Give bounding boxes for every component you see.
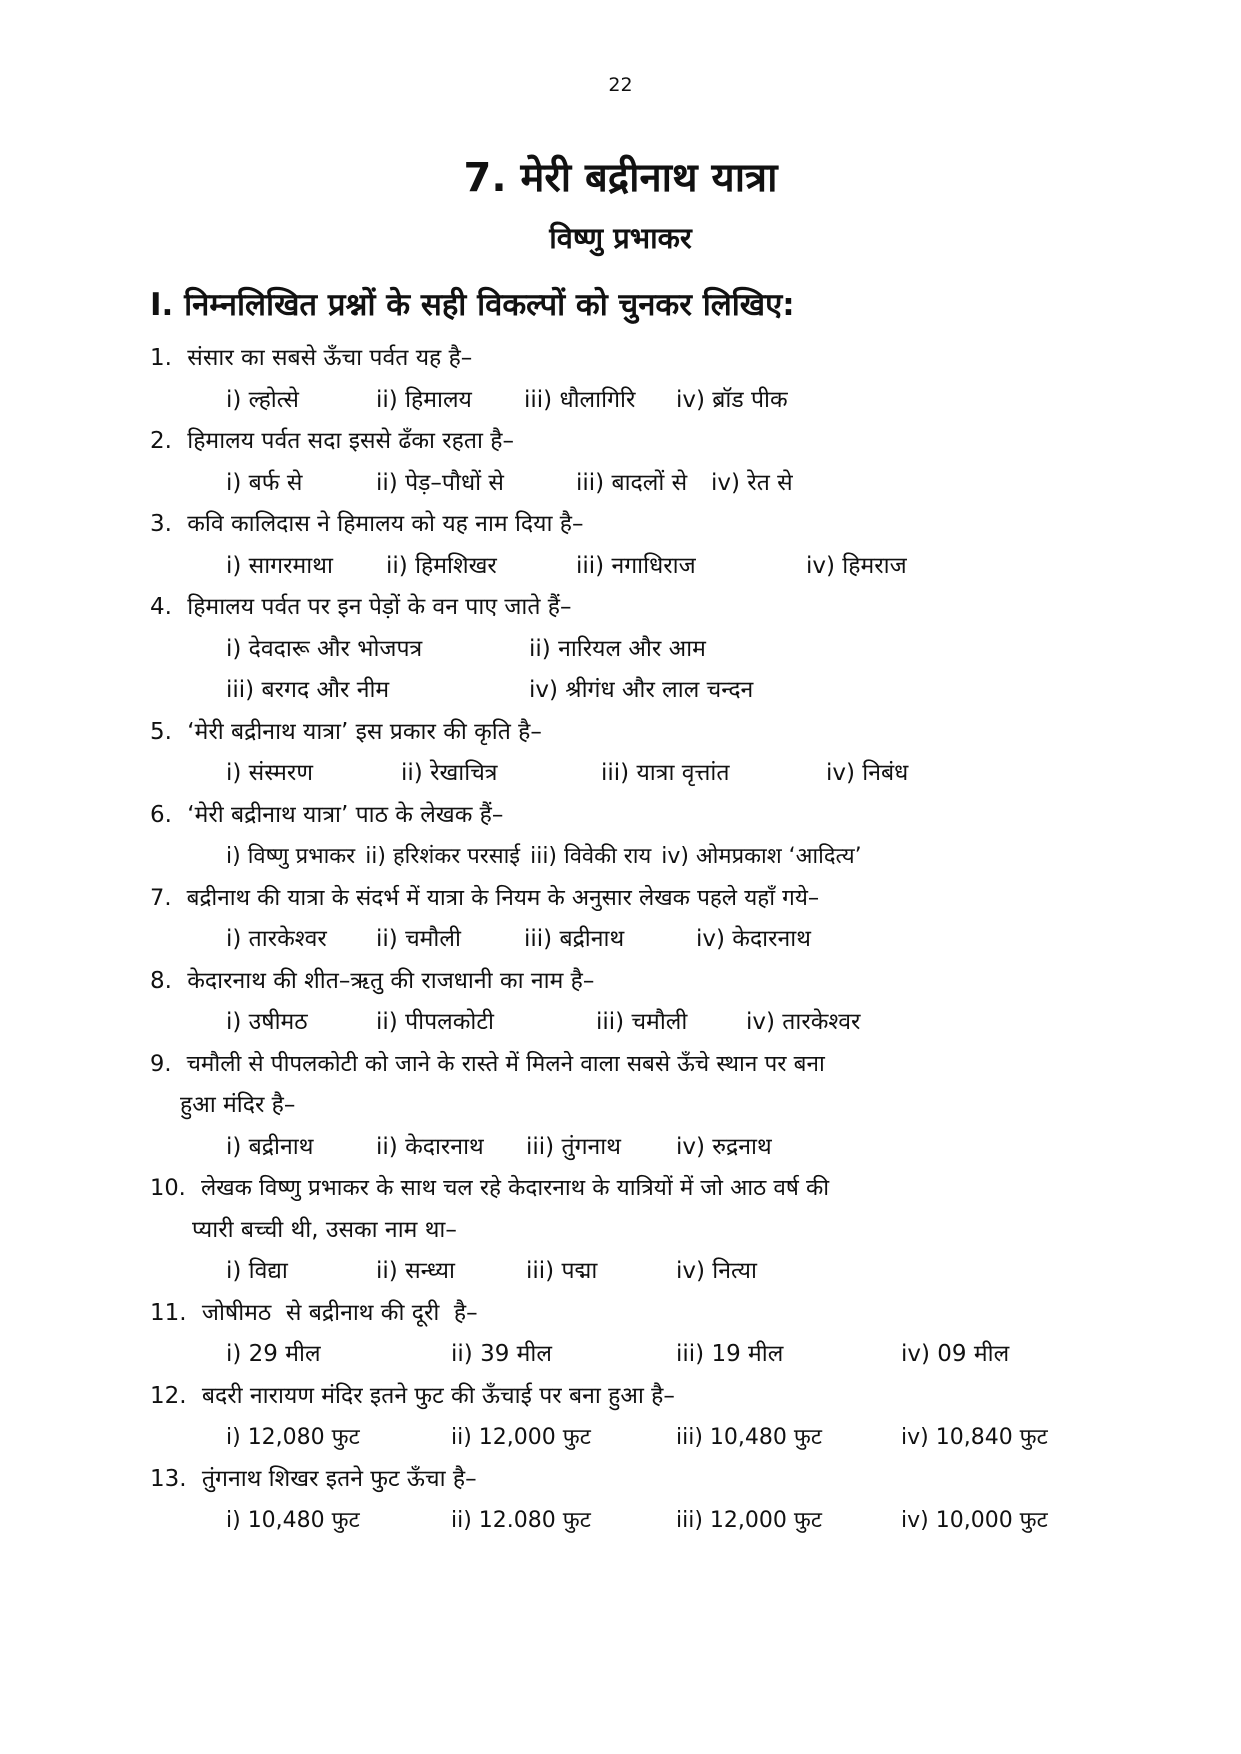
option-ii: ii) चमौली xyxy=(376,926,461,952)
option-row xyxy=(150,919,1090,961)
option-i: i) 12,080 फुट xyxy=(226,1425,360,1450)
question-stem: ‘मेरी बद्रीनाथ यात्रा’ पाठ के लेखक हैं– xyxy=(187,801,504,828)
option-ii: ii) रेखाचित्र xyxy=(401,760,498,786)
question-text xyxy=(150,795,1090,837)
author-name: विष्णु प्रभाकर xyxy=(549,221,692,255)
section-heading: I. निम्नलिखित प्रश्नों के सही विकल्पों को चुनकर लिखिए: xyxy=(150,287,795,323)
question-number: 11. xyxy=(150,1299,187,1326)
option-i: i) देवदारू और भोजपत्र xyxy=(226,635,423,662)
question-text xyxy=(150,1459,1090,1501)
option-iv: iv) 10,840 फुट xyxy=(901,1425,1048,1450)
option-iv: iv) रेत से xyxy=(711,469,793,496)
question-text xyxy=(150,338,1090,380)
option-row xyxy=(150,1127,1090,1169)
option-row xyxy=(150,1251,1090,1293)
question-number: 8. xyxy=(150,967,172,994)
question-stem: तुंगनाथ शिखर इतने फुट ऊँचा है– xyxy=(201,1465,477,1492)
option-iv: iv) निबंध xyxy=(826,760,909,786)
option-iii: iii) चमौली xyxy=(596,1009,688,1035)
question-continuation: प्यारी बच्ची थी, उसका नाम था– xyxy=(192,1216,457,1243)
question-stem: लेखक विष्णु प्रभाकर के साथ चल रहे केदारनाथ के यात्रियों में जो आठ वर्ष की xyxy=(200,1175,830,1201)
option-i: i) विष्णु प्रभाकर xyxy=(226,844,356,869)
option-ii: ii) हिमशिखर xyxy=(386,552,497,579)
option-row xyxy=(150,836,1090,878)
question-continuation: हुआ मंदिर है– xyxy=(180,1092,296,1118)
question-7 xyxy=(150,878,1090,961)
question-9 xyxy=(150,1044,1090,1169)
question-text xyxy=(150,961,1090,1003)
option-row xyxy=(150,629,1090,671)
question-8 xyxy=(150,961,1090,1044)
option-iii: iii) बादलों से xyxy=(576,469,688,496)
question-13 xyxy=(150,1459,1090,1542)
question-stem: चमौली से पीपलकोटी को जाने के रास्ते में मिलने वाला सबसे ऊँचे स्थान पर बना xyxy=(186,1050,825,1077)
option-iii: iii) बरगद और नीम xyxy=(226,677,390,703)
question-4 xyxy=(150,587,1090,712)
option-iv: iv) 10,000 फुट xyxy=(901,1508,1048,1533)
option-iv: iv) नित्या xyxy=(676,1258,757,1284)
question-number: 12. xyxy=(150,1382,187,1409)
option-row xyxy=(150,753,1090,795)
option-iii: iii) यात्रा वृत्तांत xyxy=(601,760,730,786)
question-text xyxy=(150,878,1090,920)
question-12 xyxy=(150,1376,1090,1459)
option-iii: iii) 10,480 फुट xyxy=(676,1425,822,1450)
option-i: i) विद्या xyxy=(226,1258,288,1284)
question-1 xyxy=(150,338,1090,421)
option-ii: ii) 39 मील xyxy=(451,1341,552,1367)
question-stem: हिमालय पर्वत सदा इससे ढँका रहता है– xyxy=(187,428,514,454)
option-i: i) सागरमाथा xyxy=(226,552,333,579)
option-row xyxy=(150,1002,1090,1044)
question-number: 5. xyxy=(150,718,172,745)
question-number: 10. xyxy=(150,1175,186,1201)
option-i: i) 29 मील xyxy=(226,1341,321,1367)
option-row xyxy=(150,670,1090,712)
option-ii: ii) पेड़–पौधों से xyxy=(376,469,504,496)
question-text xyxy=(150,1168,1090,1210)
option-ii: ii) हरिशंकर परसाई xyxy=(365,844,521,869)
option-iv: iv) रुद्रनाथ xyxy=(676,1133,772,1160)
question-text xyxy=(150,712,1090,754)
option-ii: ii) हिमालय xyxy=(376,386,472,413)
option-row xyxy=(150,1417,1090,1459)
option-i: i) बद्रीनाथ xyxy=(226,1133,314,1160)
question-text xyxy=(150,504,1090,546)
option-iii: iii) पद्मा xyxy=(526,1258,598,1284)
question-number: 3. xyxy=(150,511,172,537)
option-row xyxy=(150,546,1090,588)
option-iii: iii) नगाधिराज xyxy=(576,552,696,579)
option-row xyxy=(150,380,1090,422)
option-iv: iv) श्रीगंध और लाल चन्दन xyxy=(529,677,754,703)
question-3 xyxy=(150,504,1090,587)
question-text xyxy=(150,1044,1090,1086)
question-number: 13. xyxy=(150,1465,187,1492)
question-10 xyxy=(150,1168,1090,1293)
option-iv: iv) ब्रॉड पीक xyxy=(676,386,788,413)
question-stem: संसार का सबसे ऊँचा पर्वत यह है– xyxy=(187,345,473,371)
option-iv: iv) तारकेश्वर xyxy=(746,1009,861,1035)
chapter-title: 7. मेरी बद्रीनाथ यात्रा xyxy=(463,155,778,201)
option-ii: ii) 12.080 फुट xyxy=(451,1508,591,1533)
option-row xyxy=(150,463,1090,505)
question-6 xyxy=(150,795,1090,878)
option-iv: iv) ओमप्रकाश ‘आदित्य’ xyxy=(661,844,862,869)
question-stem: कवि कालिदास ने हिमालय को यह नाम दिया है– xyxy=(187,511,584,537)
option-iii: iii) तुंगनाथ xyxy=(526,1133,621,1160)
option-ii: ii) पीपलकोटी xyxy=(376,1009,494,1035)
option-iv: iv) हिमराज xyxy=(806,552,907,579)
option-i: i) ल्होत्से xyxy=(226,386,299,413)
option-iv: iv) 09 मील xyxy=(901,1341,1010,1367)
question-stem: ‘मेरी बद्रीनाथ यात्रा’ इस प्रकार की कृति है– xyxy=(187,718,542,745)
option-iii: iii) 12,000 फुट xyxy=(676,1508,822,1533)
option-ii: ii) नारियल और आम xyxy=(529,635,706,662)
question-text xyxy=(150,587,1090,629)
question-number: 7. xyxy=(150,884,172,911)
option-ii: ii) 12,000 फुट xyxy=(451,1425,591,1450)
option-iii: iii) धौलागिरि xyxy=(524,386,636,413)
option-iv: iv) केदारनाथ xyxy=(696,926,811,952)
question-text xyxy=(150,1376,1090,1418)
option-row xyxy=(150,1334,1090,1376)
page-number: 22 xyxy=(608,74,633,96)
question-list xyxy=(150,338,1090,1542)
option-iii: iii) बद्रीनाथ xyxy=(524,926,625,952)
question-number: 6. xyxy=(150,801,172,828)
question-stem: बद्रीनाथ की यात्रा के संदर्भ में यात्रा के नियम के अनुसार लेखक पहले यहाँ गये– xyxy=(186,884,820,911)
question-number: 4. xyxy=(150,594,172,620)
question-number: 9. xyxy=(150,1050,172,1077)
question-text xyxy=(150,421,1090,463)
option-i: i) उषीमठ xyxy=(226,1009,308,1035)
question-number: 1. xyxy=(150,345,172,371)
question-stem: हिमालय पर्वत पर इन पेड़ों के वन पाए जाते हैं– xyxy=(187,594,572,620)
question-2 xyxy=(150,421,1090,504)
option-i: i) तारकेश्वर xyxy=(226,926,327,952)
option-i: i) 10,480 फुट xyxy=(226,1508,360,1533)
question-5 xyxy=(150,712,1090,795)
option-iii: iii) 19 मील xyxy=(676,1341,784,1367)
question-stem: जोषीमठ से बद्रीनाथ की दूरी है– xyxy=(201,1299,478,1326)
option-i: i) बर्फ से xyxy=(226,469,303,496)
option-ii: ii) केदारनाथ xyxy=(376,1133,484,1160)
question-text xyxy=(150,1293,1090,1335)
option-iii: iii) विवेकी राय xyxy=(530,844,652,869)
question-stem: केदारनाथ की शीत–ऋतु की राजधानी का नाम है– xyxy=(187,967,595,994)
question-stem: बदरी नारायण मंदिर इतने फुट की ऊँचाई पर बना हुआ है– xyxy=(201,1382,675,1409)
question-11 xyxy=(150,1293,1090,1376)
option-row xyxy=(150,1500,1090,1542)
option-ii: ii) सन्ध्या xyxy=(376,1258,455,1284)
option-i: i) संस्मरण xyxy=(226,760,313,786)
question-number: 2. xyxy=(150,428,172,454)
